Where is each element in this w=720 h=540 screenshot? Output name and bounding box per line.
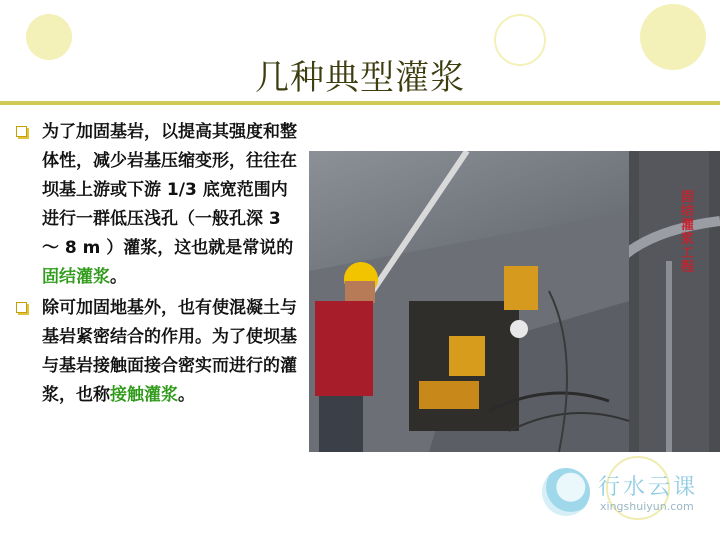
- bullet-punct: 。: [110, 267, 127, 287]
- bullet-text: 除可加固地基外，也有使混凝土与基岩紧密结合的作用。为了使坝基与基岩接触面接合密实而进行的灌浆，也称: [42, 298, 297, 405]
- wave-logo-icon: [542, 468, 590, 516]
- bullet-item: [12, 118, 298, 292]
- photo-illustration: [309, 151, 720, 452]
- bullet-item: [12, 294, 298, 410]
- bullet-punct: 。: [178, 385, 195, 405]
- watermark-name: 行水云课: [598, 475, 699, 500]
- square-bullet-icon: [16, 126, 27, 137]
- bullet-text: 为了加固基岩，以提高其强度和整体性，减少岩基压缩变形，往往在坝基上游或下游 1/3 底宽范围内进行一群低压浅孔（一般孔深 3 ～ 8 m ）灌浆，这也就是常说的: [42, 122, 297, 258]
- title-divider: [0, 101, 720, 105]
- square-bullet-icon: [16, 302, 27, 313]
- grouting-photo: [309, 151, 720, 452]
- watermark-logo: [542, 466, 712, 522]
- bullet-list: [12, 118, 298, 412]
- highlight-term: 固结灌浆: [42, 267, 110, 287]
- slide-title: 几种典型灌浆: [255, 58, 465, 98]
- photo-caption: 固结灌浆工程: [681, 190, 695, 275]
- highlight-term: 接触灌浆: [110, 385, 178, 405]
- watermark-url: xingshuiyun.com: [600, 500, 694, 513]
